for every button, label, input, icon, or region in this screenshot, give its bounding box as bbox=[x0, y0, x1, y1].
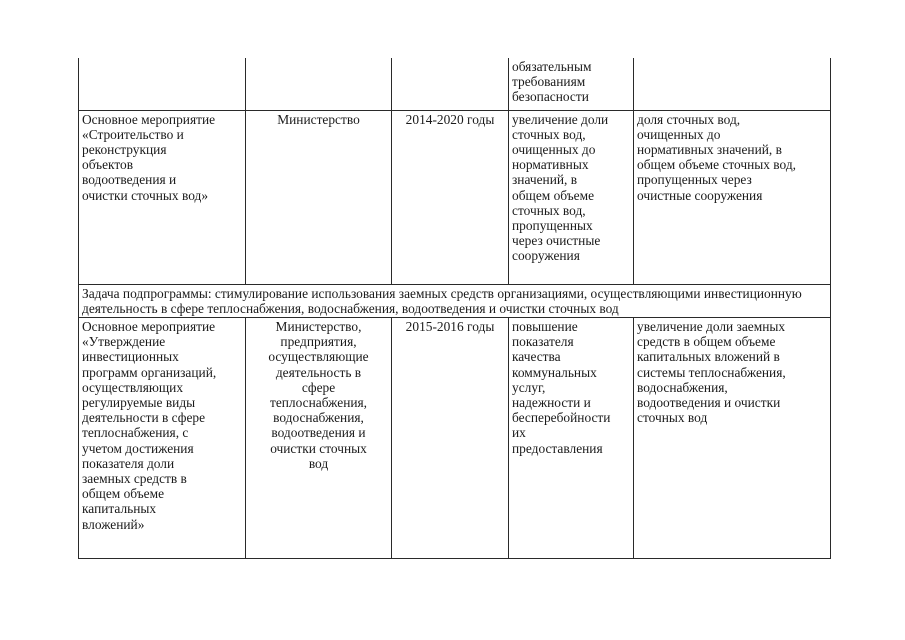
cell-text: Основное мероприятие «Строительство и реконструкция объектов водоотведения и очистки сточных вод» bbox=[82, 111, 216, 203]
cell-executor bbox=[246, 110, 392, 284]
cell-text: Основное мероприятие «Утверждение инвестиционных программ организаций, осуществляющих регулируемые виды деятельности в сфере теплоснабжения, с учетом достижения показателя доли заемных средств в общем объеме капитальных вложений» bbox=[82, 318, 217, 532]
cell-indicator bbox=[634, 317, 831, 558]
cell-expected-result bbox=[509, 110, 634, 284]
cell-executor bbox=[246, 317, 392, 558]
program-measures-table bbox=[78, 58, 831, 559]
cell-text: увеличение доли сточных вод, очищенных до нормативных значений, в общем объеме сточных вод, пропущенных через очистные сооружения bbox=[512, 111, 609, 264]
cell-indicator bbox=[634, 110, 831, 284]
cell-period bbox=[392, 110, 509, 284]
table-row-task bbox=[79, 284, 831, 317]
table-row-sewage bbox=[79, 110, 831, 284]
cell-text: повышение показателя качества коммунальных услуг, надежности и бесперебойности их предоставления bbox=[512, 318, 611, 456]
task-cell bbox=[79, 284, 831, 317]
cell-text: доля сточных вод, очищенных до нормативных значений, в общем объеме сточных вод, пропущенных через очистные сооружения bbox=[637, 111, 796, 203]
cell-expected-result bbox=[509, 317, 634, 558]
cell-text: 2015-2016 годы bbox=[405, 318, 495, 334]
table-row-investment bbox=[79, 317, 831, 558]
cell-period bbox=[392, 58, 509, 110]
cell-period bbox=[392, 317, 509, 558]
cell-measure bbox=[79, 317, 246, 558]
cell-measure bbox=[79, 58, 246, 110]
cell-executor bbox=[246, 58, 392, 110]
cell-text: Министерство bbox=[277, 111, 360, 127]
cell-indicator bbox=[634, 58, 831, 110]
cell-text: Министерство, предприятия, осуществляющие деятельность в сфере теплоснабжения, водоснабжения, водоотведения и очистки сточных вод bbox=[268, 318, 369, 471]
cell-text: увеличение доли заемных средств в общем объеме капитальных вложений в системы теплоснабжения, водоснабжения, водоотведения и очистки сточных вод bbox=[637, 318, 786, 426]
table-row-continued bbox=[79, 58, 831, 110]
cell-expected-result bbox=[509, 58, 634, 110]
task-text: Задача подпрограммы: стимулирование использования заемных средств организациями, осуществляющими инвестиционную деятельность в сфере теплоснабжения, водоснабжения, водоотведения и очистки сточных вод bbox=[82, 285, 802, 316]
cell-measure bbox=[79, 110, 246, 284]
cell-text: обязательным требованиям безопасности bbox=[512, 59, 592, 105]
cell-text: 2014-2020 годы bbox=[405, 111, 495, 127]
